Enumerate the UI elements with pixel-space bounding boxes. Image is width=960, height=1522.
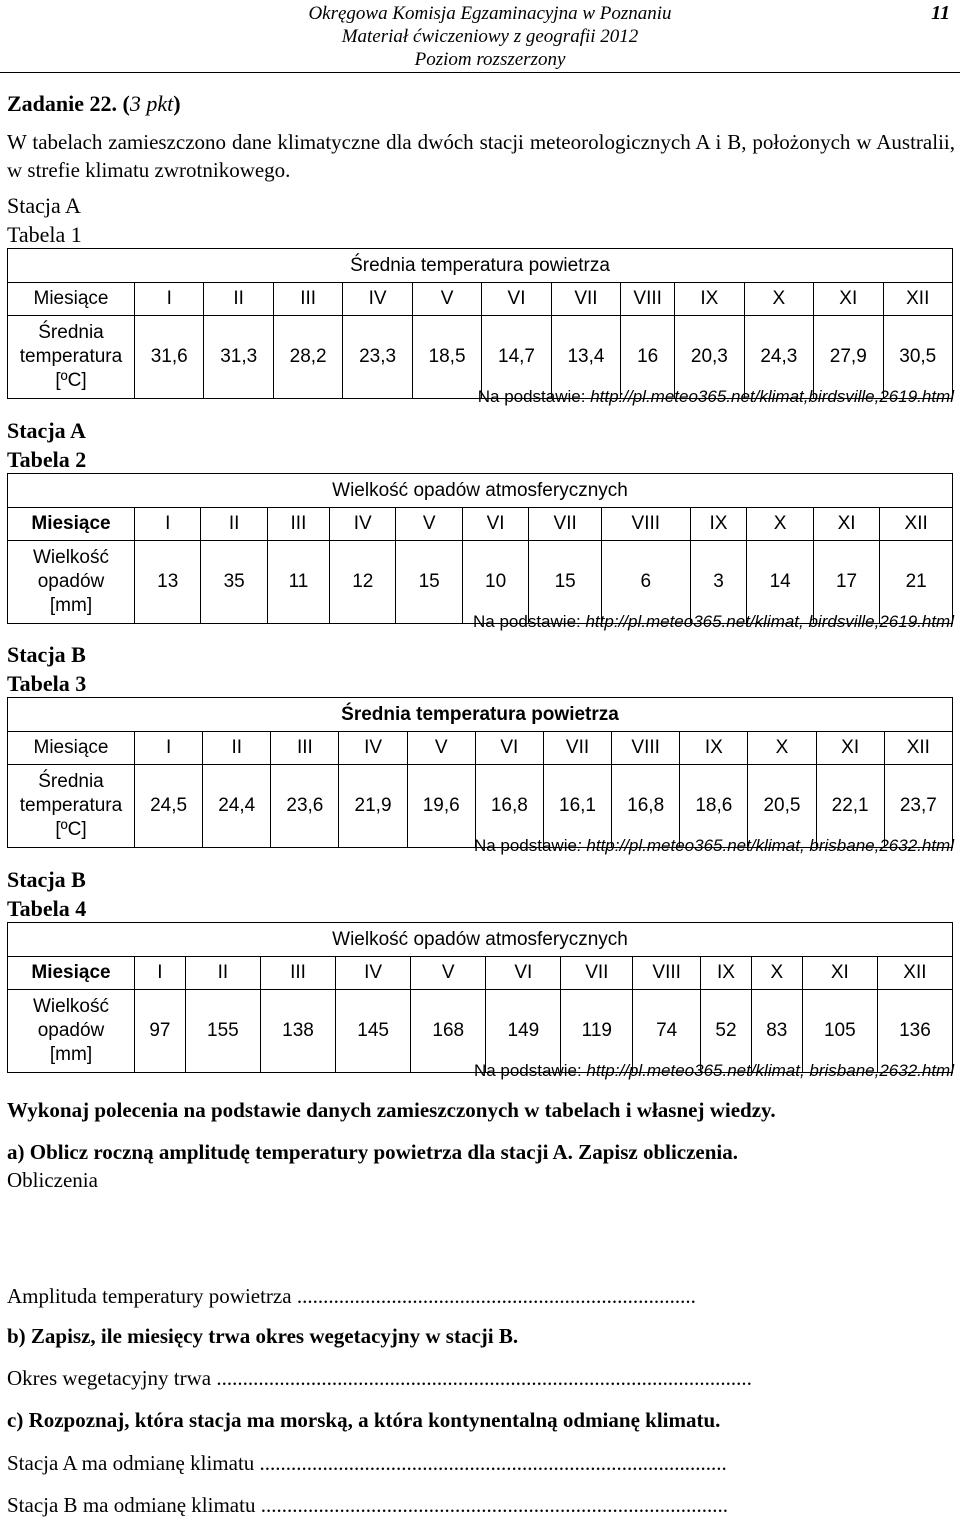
question-c: c) Rozpoznaj, która stacja ma morską, a która kontynentalną odmianę klimatu. (7, 1408, 721, 1432)
month-cell: III (267, 508, 329, 541)
value-cell: 17 (813, 541, 879, 624)
row-label-line: [ºC] (55, 370, 87, 391)
table-caption: Średnia temperatura powietrza (8, 249, 953, 283)
row-label-line: [ºC] (55, 819, 87, 840)
month-cell: III (260, 957, 335, 990)
month-cell: VI (482, 283, 551, 316)
value-cell: 35 (201, 541, 267, 624)
table-2 (7, 473, 953, 624)
answer-line-amplitude[interactable]: Amplituda temperatury powietrza ............................................................................ (7, 1284, 696, 1308)
value-cell: 119 (561, 990, 633, 1073)
value-cell: 16 (621, 316, 675, 399)
question-a: a) Oblicz roczną amplitudę temperatury powietrza dla stacji A. Zapisz obliczenia. (7, 1140, 739, 1164)
value-cell: 24,4 (203, 765, 271, 848)
source-prefix: Na podstawie: (473, 1061, 587, 1080)
months-header: Miesiące (8, 508, 135, 541)
row-label-line: temperatura (19, 346, 123, 367)
value-cell: 16,8 (612, 765, 680, 848)
month-cell: I (135, 732, 203, 765)
table-source (478, 386, 954, 408)
task-title-text: Zadanie 22. ( (7, 91, 130, 116)
answer-line-station-a[interactable]: Stacja A ma odmianę klimatu ......................................................................................... (7, 1451, 727, 1475)
value-cell: 10 (462, 541, 528, 624)
month-cell: VI (462, 508, 528, 541)
months-header: Miesiące (8, 283, 135, 316)
value-cell: 15 (529, 541, 602, 624)
month-cell: VII (543, 732, 611, 765)
value-cell: 138 (260, 990, 335, 1073)
value-cell: 3 (690, 541, 747, 624)
source-prefix: Na podstawie (473, 836, 577, 855)
instructions: Wykonaj polecenia na podstawie danych zamieszczonych w tabelach i własnej wiedzy. (7, 1098, 776, 1122)
value-cell: 12 (330, 541, 396, 624)
value-cell: 19,6 (407, 765, 475, 848)
month-cell: VII (551, 283, 620, 316)
month-cell: III (273, 283, 342, 316)
value-cell: 23,6 (271, 765, 339, 848)
month-cell: VIII (633, 957, 701, 990)
value-cell: 30,5 (883, 316, 953, 399)
value-cell: 52 (701, 990, 752, 1073)
months-row (8, 957, 953, 990)
row-label (8, 541, 135, 624)
month-cell: XII (883, 283, 953, 316)
month-cell: II (204, 283, 273, 316)
answer-line-vegetation[interactable]: Okres wegetacyjny trwa ...................................................................................................... (7, 1366, 752, 1390)
page-header (0, 0, 960, 72)
source-prefix: Na podstawie: (473, 612, 586, 631)
value-cell: 6 (602, 541, 691, 624)
value-cell: 105 (802, 990, 877, 1073)
month-cell: IV (336, 957, 411, 990)
station-label: Stacja A (7, 193, 81, 218)
value-cell: 21,9 (339, 765, 407, 848)
source-prefix: Na podstawie: (477, 387, 591, 406)
station-label: Stacja B (7, 867, 86, 892)
month-cell: IX (675, 283, 744, 316)
row-label-line: temperatura (19, 795, 123, 816)
month-cell: IV (343, 283, 412, 316)
value-cell: 21 (880, 541, 953, 624)
row-label-line: Wielkość (32, 996, 109, 1017)
table-source (474, 835, 954, 857)
table-label: Tabela 3 (7, 671, 87, 696)
month-cell: XI (813, 508, 879, 541)
table-label: Tabela 4 (7, 896, 87, 921)
month-cell: X (747, 508, 813, 541)
table-source (474, 1060, 954, 1082)
value-cell: 155 (185, 990, 260, 1073)
value-cell: 23,7 (884, 765, 952, 848)
month-cell: VIII (621, 283, 675, 316)
month-cell: I (135, 283, 204, 316)
value-cell: 13 (135, 541, 201, 624)
table-caption: Wielkość opadów atmosferycznych (8, 923, 953, 957)
value-cell: 31,6 (135, 316, 204, 399)
value-cell: 14,7 (482, 316, 551, 399)
value-cell: 168 (411, 990, 486, 1073)
month-cell: VIII (602, 508, 691, 541)
months-row (8, 732, 953, 765)
value-cell: 11 (267, 541, 329, 624)
month-cell: V (407, 732, 475, 765)
row-label-line: opadów (37, 1020, 105, 1041)
value-cell: 18,5 (412, 316, 481, 399)
task-points: 3 pkt (129, 91, 174, 116)
value-cell: 27,9 (814, 316, 883, 399)
page-number: 11 (931, 2, 950, 24)
source-url: http://pl.meteo365.net/klimat, birdsville,2619.html (585, 612, 954, 631)
value-cell: 149 (486, 990, 561, 1073)
month-cell: XII (880, 508, 953, 541)
month-cell: IV (339, 732, 407, 765)
value-cell: 31,3 (204, 316, 273, 399)
value-cell: 145 (336, 990, 411, 1073)
month-cell: V (396, 508, 462, 541)
month-cell: X (744, 283, 813, 316)
table-source (473, 611, 954, 633)
row-label-line: [mm] (49, 595, 93, 616)
value-cell: 24,3 (744, 316, 813, 399)
answer-line-station-b[interactable]: Stacja B ma odmianę klimatu ......................................................................................... (7, 1493, 728, 1517)
header-line-2: Materiał ćwiczeniowy z geografii 2012 (341, 26, 639, 47)
value-cell: 23,3 (343, 316, 412, 399)
row-label-line: opadów (37, 571, 105, 592)
value-cell: 28,2 (273, 316, 342, 399)
row-label (8, 765, 135, 848)
row-label (8, 316, 135, 399)
month-cell: VII (529, 508, 602, 541)
table-label: Tabela 1 (7, 222, 82, 247)
months-row (8, 283, 953, 316)
value-cell: 14 (747, 541, 813, 624)
month-cell: II (203, 732, 271, 765)
value-cell: 16,1 (543, 765, 611, 848)
header-line-3: Poziom rozszerzony (414, 49, 566, 70)
value-cell: 22,1 (816, 765, 884, 848)
table-4 (7, 922, 953, 1073)
header-line-1: Okręgowa Komisja Egzaminacyjna w Poznaniu (308, 3, 672, 24)
month-cell: XII (877, 957, 952, 990)
value-cell: 24,5 (135, 765, 203, 848)
value-cell: 20,5 (748, 765, 816, 848)
value-cell: 15 (396, 541, 462, 624)
month-cell: I (135, 957, 186, 990)
table-caption: Średnia temperatura powietrza (8, 698, 953, 732)
month-cell: II (185, 957, 260, 990)
row-label (8, 990, 135, 1073)
month-cell: X (751, 957, 802, 990)
row-label-line: Wielkość (32, 547, 109, 568)
source-url: http://pl.meteo365.net/klimat, brisbane,2632.html (586, 1061, 954, 1080)
month-cell: XI (802, 957, 877, 990)
month-cell: X (748, 732, 816, 765)
value-cell: 16,8 (475, 765, 543, 848)
month-cell: I (135, 508, 201, 541)
value-cell: 74 (633, 990, 701, 1073)
month-cell: IX (690, 508, 747, 541)
header-lines (200, 2, 780, 71)
calculations-label: Obliczenia (7, 1168, 98, 1192)
value-cell: 97 (135, 990, 186, 1073)
months-header: Miesiące (8, 957, 135, 990)
row-label-line: Średnia (38, 322, 104, 343)
task-intro: W tabelach zamieszczono dane klimatyczne dla dwóch stacji meteorologicznych A i B, położonych w Australii, w strefie klimatu zwrotnikowego. (7, 130, 955, 182)
month-cell: XI (816, 732, 884, 765)
month-cell: VIII (612, 732, 680, 765)
table-caption: Wielkość opadów atmosferycznych (8, 474, 953, 508)
table-label: Tabela 2 (7, 447, 87, 472)
months-row (8, 508, 953, 541)
question-b: b) Zapisz, ile miesięcy trwa okres wegetacyjny w stacji B. (7, 1324, 519, 1348)
source-url: : http://pl.meteo365.net/klimat, brisbane,2632.html (576, 836, 954, 855)
table-1 (7, 248, 953, 399)
month-cell: XII (884, 732, 952, 765)
month-cell: III (271, 732, 339, 765)
value-cell: 18,6 (680, 765, 748, 848)
month-cell: XI (814, 283, 883, 316)
month-cell: VI (475, 732, 543, 765)
month-cell: VII (561, 957, 633, 990)
month-cell: II (201, 508, 267, 541)
table-3 (7, 697, 953, 848)
station-label: Stacja A (7, 418, 86, 443)
task-title-close: ) (173, 91, 181, 116)
month-cell: IX (680, 732, 748, 765)
value-cell: 83 (751, 990, 802, 1073)
value-cell: 13,4 (551, 316, 620, 399)
month-cell: VI (486, 957, 561, 990)
month-cell: V (412, 283, 481, 316)
value-cell: 136 (877, 990, 952, 1073)
month-cell: IX (701, 957, 752, 990)
source-url: http://pl.meteo365.net/klimat,birdsville,2619.html (590, 387, 954, 406)
station-label: Stacja B (7, 642, 86, 667)
row-label-line: Średnia (38, 771, 104, 792)
month-cell: V (411, 957, 486, 990)
months-header: Miesiące (8, 732, 135, 765)
header-rule (0, 72, 960, 73)
task-title (7, 90, 181, 118)
row-label-line: [mm] (49, 1044, 93, 1065)
value-cell: 20,3 (675, 316, 744, 399)
month-cell: IV (330, 508, 396, 541)
